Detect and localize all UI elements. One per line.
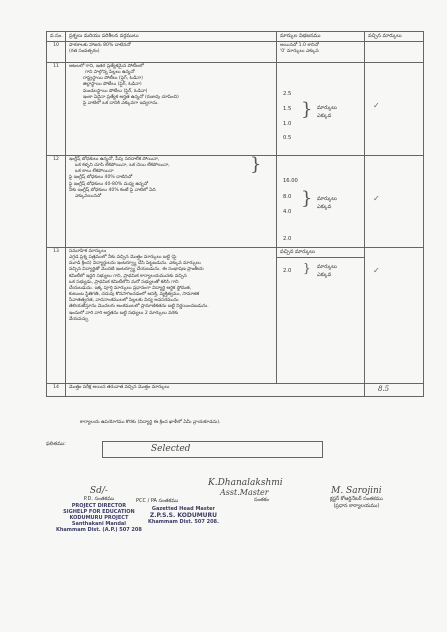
- criteria-line: సేవాతత్వరత, వాదనాంశములలో పిల్లలకు విద్య అవసరమును: [69, 298, 179, 304]
- header-serial: వ.సం.: [47, 32, 66, 42]
- criteria-line: నీకు ఇంగ్లీష్ బోధకులు 40% కంటే పై వాటిలో ఏది: [69, 187, 156, 193]
- row-criteria: [66, 155, 277, 247]
- center-signature: [208, 478, 283, 504]
- criteria-line: చేయబడును. ఇక్క పూర్తి మార్కులు ప్రధానంగా విద్యార్థి ఆర్థిక స్థోమత,: [69, 285, 192, 291]
- table-row: [47, 155, 424, 247]
- row-number: 13: [47, 247, 66, 383]
- criteria-line: వేయవచ్చు: [69, 316, 89, 322]
- marks-value: 4.0: [283, 208, 292, 215]
- row-marks: [277, 62, 365, 155]
- criteria-line: మొత్తం పరీక్ష అయిన తరువాత వచ్చిన మొత్తం మార్కులు: [69, 384, 170, 390]
- signature-hand: Asst.Master: [220, 488, 269, 497]
- header-marks-obtained: వచ్చిన మార్కులు: [365, 32, 424, 42]
- signature-line: P.D. సంతకము: [83, 496, 115, 502]
- criteria-line: ఒక కాలు లేకపోయినా: [75, 169, 114, 175]
- marks-line: '0' మార్కులు ఎక్కువ: [280, 48, 319, 54]
- table-header-row: [47, 32, 424, 42]
- total-marks-value: 8.5: [378, 384, 390, 393]
- signature-label: సంతకం: [254, 497, 270, 503]
- row-criteria: [66, 41, 277, 62]
- marks-label: ఎక్కువ: [317, 112, 332, 119]
- criteria-line: పై వాటిలో ఒక దానికి ఎక్కువగా ఇవ్వరాదు.: [83, 100, 159, 106]
- signature-line: క్లస్టర్ కోఆర్డినేటర్ సంతకము: [330, 496, 383, 502]
- stamp-line: Gazetted Head Master: [151, 506, 216, 512]
- criteria-line: మూడి క్రింద) విద్యార్థులను ఇంటర్వ్యూ చేసి పెట్టబడును. ఎక్కువ మార్కులు: [69, 261, 201, 267]
- row-obtained: [365, 383, 424, 396]
- criteria-line: పాఠశాలకు హాజరు 80% దాటినచో: [69, 42, 131, 48]
- row-obtained: [365, 62, 424, 155]
- brace-mark: }: [303, 260, 311, 275]
- tick-mark: ✓: [373, 193, 380, 203]
- marks-value: 2.5: [283, 90, 292, 97]
- pcc-label: PCC / PA సంతకము: [136, 498, 179, 504]
- marks-value: 1.0: [283, 120, 292, 127]
- office-use-note: కార్యాలయ ఉపయోగము కొరకు (విద్యార్థి ఈ క్రింద ఖాళీలో ఏమీ వ్రాయకూడదు).: [80, 420, 221, 425]
- left-signature: [56, 486, 142, 533]
- headmaster-stamp: [148, 506, 219, 525]
- criteria-line: జిల్లాస్థాయి పోటీలు (ఫ్లెగ్, ఓడినా): [83, 82, 142, 88]
- signature-hand: Sd/-: [89, 486, 108, 496]
- brace-mark: }: [301, 98, 313, 120]
- row-criteria: [66, 62, 277, 155]
- row-number: 14: [47, 383, 66, 396]
- criteria-line: ఎగ్గడ ప్రశ్న పత్రములో నీకు వచ్చిన మొత్తం మార్కులు బట్టి (పై: [69, 254, 177, 260]
- table-row: [47, 62, 424, 155]
- marks-value: 0.5: [283, 134, 292, 141]
- table-row: [47, 247, 424, 383]
- criteria-line: ఇందులో వారి వారి అర్హతను బట్టి సభ్యులు 2 మార్కులు వరకు: [69, 310, 179, 316]
- criteria-line: ఇంకా ఏదైనా ప్రత్యేక అర్హత ఉన్నచో (రుజువు చూపించి): [83, 94, 179, 100]
- brace-mark: }: [301, 187, 313, 209]
- criteria-line: పై ఇంగ్లీష్ బోధకులు 40% దాటినచో: [69, 175, 133, 181]
- stamp-line: PROJECT DIRECTOR: [71, 503, 127, 509]
- marks-label: ఎక్కువ: [317, 271, 332, 278]
- signature-line: (ప్రధాన కార్యాలయము): [333, 503, 380, 509]
- stamp-line: Khammam Dist. 507 208.: [148, 519, 219, 525]
- stamp-line: SIGHELP FOR EDUCATION: [63, 509, 135, 515]
- result-value: Selected: [151, 444, 191, 454]
- criteria-line: కమిటీలో ఇద్దరి సభ్యులు గాని, ప్రాథమిక కార్యాలయమునకు వచ్చిన: [69, 273, 187, 279]
- criteria-line: ఆటలలో గాని, ఇతర ప్రత్యేకమైన పోటీలలో: [69, 63, 144, 69]
- divider: [277, 257, 364, 258]
- marks-label: మార్కులు: [317, 263, 337, 270]
- criteria-line: మండలస్థాయి పోటీలు (ఫ్లెగ్, ఓడినా): [83, 88, 148, 94]
- criteria-line: సమూహిక మార్కులు: [69, 248, 107, 254]
- stamp-line: KODUMURU PROJECT: [69, 515, 129, 521]
- criteria-line: తెలియజేస్తూను మొదలగు అంశములలో ప్రామాణికతను బట్టి నిర్ణయించబడును.: [69, 304, 209, 310]
- tick-mark: ✓: [373, 100, 380, 110]
- right-signature: [330, 486, 383, 510]
- criteria-line: ఒక సభ్యుడు, ప్రాథమిక కమిటీలోని మరో సభ్యులతో కలిసి గాని: [69, 279, 179, 285]
- table-row: [47, 41, 424, 62]
- marks-subheading: వచ్చిన మార్కులు: [280, 248, 315, 255]
- row-obtained: [365, 247, 424, 383]
- row-obtained: [365, 41, 424, 62]
- row-marks: [277, 155, 365, 247]
- signature-hand: K.Dhanalakshmi: [208, 478, 283, 488]
- marks-line: అయినచో 1.0 కానిచో: [280, 42, 319, 48]
- tick-mark: ✓: [373, 265, 380, 275]
- criteria-line: (గత సంవత్సరం): [69, 48, 100, 54]
- criteria-line: ఎక్కువయినచో: [75, 193, 102, 199]
- signature-hand: M. Sarojini: [331, 486, 382, 496]
- stamp-line: Khammam Dist. (A.P.) 507 208: [56, 527, 142, 533]
- marks-label: ఎక్కువ: [317, 203, 332, 210]
- evaluation-table: [46, 31, 424, 397]
- row-number: 12: [47, 155, 66, 247]
- row-obtained: [365, 155, 424, 247]
- result-box: [102, 441, 323, 458]
- marks-label: మార్కులు: [317, 104, 337, 111]
- marks-value: 1.5: [283, 105, 292, 112]
- criteria-line: ఇంగ్లీష్ బోధకులు ఉన్నచో, పీపు సరదాలేక పోయినా,: [69, 156, 160, 162]
- stamp-line: Santhakani Mandal: [71, 521, 126, 527]
- criteria-line: పై ఇంగ్లీష్ బోధకులు 40-80% మధ్య ఉన్నచో: [69, 181, 149, 187]
- marks-value: 8.0: [283, 193, 292, 200]
- row-number: 11: [47, 62, 66, 155]
- header-criteria: ప్రశ్నలు మరియు పరిశీలన వర్గములు: [66, 32, 277, 42]
- result-label: ఫలితము:: [46, 441, 66, 447]
- marks-label: మార్కులు: [317, 195, 337, 202]
- row-number: 10: [47, 41, 66, 62]
- marks-value: 2.0: [283, 267, 292, 274]
- header-marks-split: మార్కుల విభజనము: [277, 32, 365, 42]
- criteria-line: ఒక కళ్ళని చూపి లేకపోయినా, ఒక చెయి లేకపోయినా,: [75, 162, 170, 168]
- criteria-line: కుటుంబ స్థితిగతి, చదువు కొనసాగించడంలో ఆసక్తి, వ్యక్తిత్వము, సామాజిక: [69, 292, 200, 298]
- stamp-line: Z.P.S.S. KODUMURU: [149, 512, 218, 519]
- brace-mark: }: [250, 153, 262, 175]
- row-marks: [277, 41, 365, 62]
- marks-value: 16.00: [283, 177, 298, 184]
- criteria-line: గాని పాల్గొన్న పిల్లలు ఉన్నచో: [85, 69, 135, 75]
- row-criteria: [66, 247, 277, 383]
- table-row: [47, 383, 424, 396]
- marks-value: 2.0: [283, 235, 292, 242]
- row-criteria: [66, 383, 365, 396]
- row-marks: [277, 247, 365, 383]
- criteria-line: రాష్ట్రస్థాయి పోటీలు (ఫ్లెగ్, ఓడినా): [83, 76, 143, 82]
- criteria-line: వచ్చిన విద్యార్థితో మొదటి ఇంటర్వ్యూ చేయబడును. ఈ సంభాషణ ప్రాంతీయ: [69, 267, 204, 273]
